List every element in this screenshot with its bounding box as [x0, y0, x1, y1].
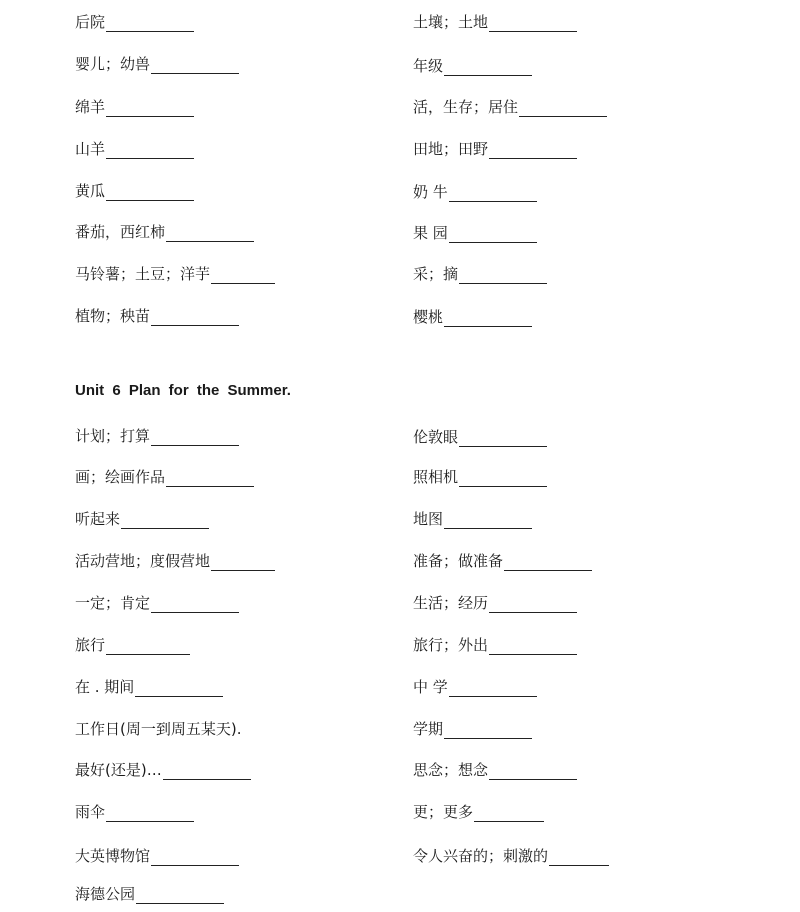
- answer-blank[interactable]: [166, 470, 254, 487]
- answer-blank[interactable]: [444, 722, 532, 739]
- vocab-item: [75, 802, 194, 822]
- vocab-item: [413, 12, 577, 32]
- vocab-item: [75, 12, 194, 32]
- answer-blank[interactable]: [166, 225, 254, 242]
- vocab-item: [413, 427, 547, 447]
- vocab-item: [413, 182, 537, 202]
- vocab-item: [413, 223, 537, 243]
- answer-blank[interactable]: [459, 470, 547, 487]
- vocab-item: [413, 307, 532, 327]
- vocab-label: 黄瓜: [75, 182, 106, 200]
- vocab-label: 雨伞: [75, 803, 106, 821]
- vocab-item: [413, 635, 577, 655]
- answer-blank[interactable]: [121, 512, 209, 529]
- answer-blank[interactable]: [106, 100, 194, 117]
- vocab-item: [75, 181, 194, 201]
- answer-blank[interactable]: [106, 638, 190, 655]
- vocab-label: 画；绘画作品: [75, 468, 166, 486]
- vocab-item: [413, 719, 532, 739]
- answer-blank[interactable]: [459, 430, 547, 447]
- vocab-label: 活，生存；居住: [413, 98, 519, 116]
- vocab-item: [75, 222, 254, 242]
- answer-blank[interactable]: [489, 638, 577, 655]
- vocab-item: [75, 426, 239, 446]
- vocab-item: [75, 467, 254, 487]
- vocab-label: 果 园: [413, 224, 448, 242]
- vocab-label: 田地；田野: [413, 140, 489, 158]
- vocab-item: [413, 264, 547, 284]
- vocab-item: [413, 593, 577, 613]
- vocab-label: 最好(还是)…: [75, 761, 162, 779]
- answer-blank[interactable]: [106, 184, 194, 201]
- answer-blank[interactable]: [489, 763, 577, 780]
- vocab-item: [413, 139, 577, 159]
- answer-blank[interactable]: [106, 805, 194, 822]
- vocab-label: 年级: [413, 57, 444, 75]
- vocab-label: 土壤；土地: [413, 13, 489, 31]
- vocab-label: 中 学: [413, 678, 448, 696]
- vocab-label: 绵羊: [75, 98, 106, 116]
- vocab-label: 学期: [413, 720, 444, 738]
- vocab-item: [413, 56, 532, 76]
- vocab-item: [75, 97, 194, 117]
- vocab-item: [75, 593, 239, 613]
- answer-blank[interactable]: [151, 309, 239, 326]
- answer-blank[interactable]: [519, 100, 607, 117]
- vocab-item: [75, 306, 239, 326]
- vocab-label: 山羊: [75, 140, 106, 158]
- vocab-item: [75, 760, 251, 780]
- vocab-label: 植物；秧苗: [75, 307, 151, 325]
- vocab-label: 旅行: [75, 636, 106, 654]
- answer-blank[interactable]: [135, 680, 223, 697]
- answer-blank[interactable]: [211, 554, 275, 571]
- answer-blank[interactable]: [136, 887, 224, 904]
- answer-blank[interactable]: [444, 310, 532, 327]
- answer-blank[interactable]: [474, 805, 544, 822]
- answer-blank[interactable]: [549, 849, 609, 866]
- vocab-label: 准备；做准备: [413, 552, 504, 570]
- vocab-label: 工作日(周一到周五某天).: [75, 720, 242, 738]
- vocab-item: [75, 635, 190, 655]
- answer-blank[interactable]: [449, 680, 537, 697]
- vocab-item: [413, 846, 609, 866]
- vocab-label: 更；更多: [413, 803, 474, 821]
- answer-blank[interactable]: [163, 763, 251, 780]
- vocab-item: [75, 884, 224, 904]
- vocab-label: 后院: [75, 13, 106, 31]
- vocab-item: [413, 467, 547, 487]
- vocab-label: 伦敦眼: [413, 428, 459, 446]
- vocab-item: [75, 264, 275, 284]
- answer-blank[interactable]: [489, 15, 577, 32]
- vocab-label: 计划；打算: [75, 427, 151, 445]
- vocab-label: 地图: [413, 510, 444, 528]
- vocab-label: 照相机: [413, 468, 459, 486]
- vocab-label: 令人兴奋的；刺激的: [413, 847, 549, 865]
- vocab-label: 生活；经历: [413, 594, 489, 612]
- vocab-label: 奶 牛: [413, 183, 448, 201]
- vocab-label: 婴儿；幼兽: [75, 55, 151, 73]
- answer-blank[interactable]: [489, 596, 577, 613]
- answer-blank[interactable]: [489, 142, 577, 159]
- vocab-label: 海德公园: [75, 885, 136, 903]
- answer-blank[interactable]: [449, 185, 537, 202]
- vocab-item: [413, 760, 577, 780]
- vocab-label: 番茄，西红柿: [75, 223, 166, 241]
- answer-blank[interactable]: [211, 267, 275, 284]
- answer-blank[interactable]: [504, 554, 592, 571]
- answer-blank[interactable]: [151, 596, 239, 613]
- vocab-label: 马铃薯；土豆；洋芋: [75, 265, 211, 283]
- answer-blank[interactable]: [459, 267, 547, 284]
- vocab-label: 采；摘: [413, 265, 459, 283]
- vocab-label: 旅行；外出: [413, 636, 489, 654]
- answer-blank[interactable]: [106, 142, 194, 159]
- vocab-item: [413, 509, 532, 529]
- vocab-item: [413, 97, 607, 117]
- vocab-label: 一定；肯定: [75, 594, 151, 612]
- answer-blank[interactable]: [444, 512, 532, 529]
- answer-blank[interactable]: [151, 57, 239, 74]
- vocab-label: 大英博物馆: [75, 847, 151, 865]
- answer-blank[interactable]: [444, 59, 532, 76]
- vocab-label: 在 . 期间: [75, 678, 135, 696]
- section-heading: Unit 6 Plan for the Summer.: [75, 382, 291, 399]
- vocab-label: 活动营地；度假营地: [75, 552, 211, 570]
- vocab-item: [413, 551, 592, 571]
- vocab-item: [75, 139, 194, 159]
- vocab-item: [75, 846, 239, 866]
- vocab-item: [413, 677, 537, 697]
- vocab-item: [413, 802, 544, 822]
- vocab-label: 思念；想念: [413, 761, 489, 779]
- answer-blank[interactable]: [151, 429, 239, 446]
- vocab-item: [75, 509, 209, 529]
- vocab-item: [75, 677, 223, 697]
- answer-blank[interactable]: [449, 226, 537, 243]
- vocab-item: [75, 54, 239, 74]
- vocab-label: 听起来: [75, 510, 121, 528]
- answer-blank[interactable]: [106, 15, 194, 32]
- vocab-item: [75, 719, 241, 739]
- vocab-item: [75, 551, 275, 571]
- vocab-label: 樱桃: [413, 308, 444, 326]
- answer-blank[interactable]: [151, 849, 239, 866]
